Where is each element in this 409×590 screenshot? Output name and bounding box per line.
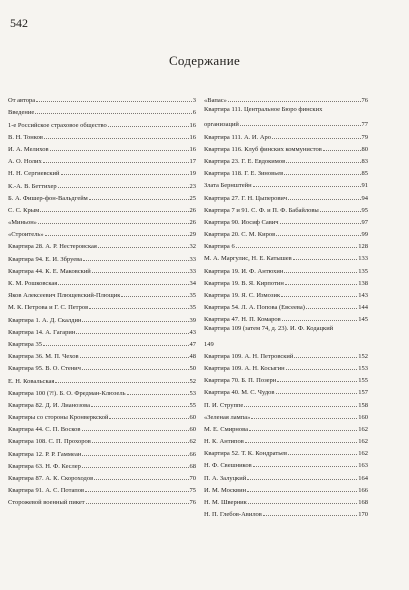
toc-entry-label: П. И. Струппе [204, 401, 244, 409]
toc-entry-label: М. Е. Смирнова [204, 425, 249, 433]
dot-leader [276, 392, 358, 394]
toc-entry[interactable] [8, 372, 196, 384]
toc-entry[interactable] [8, 214, 196, 226]
toc-entry-page: 168 [358, 499, 368, 506]
toc-entry-label: Квартира 19. И. Ф. Антюхин [204, 267, 284, 275]
toc-entry[interactable] [204, 250, 368, 262]
dot-leader [244, 405, 357, 407]
toc-entry-page: 75 [189, 487, 196, 495]
dot-leader [247, 490, 357, 492]
toc-entry-label: Квартира 82. Д. И. Лианозова [8, 401, 90, 409]
toc-entry-label: Квартира 90. Иосиф Савич [204, 218, 279, 226]
toc-entry-label: Введение [8, 109, 35, 117]
toc-entry[interactable] [204, 360, 368, 372]
page-title: Содержание [168, 53, 241, 68]
dot-leader [82, 429, 189, 431]
dot-leader [36, 100, 192, 102]
toc-entry[interactable] [204, 396, 368, 408]
dot-leader [286, 368, 358, 370]
dot-leader [98, 246, 189, 248]
toc-entry[interactable] [8, 92, 196, 104]
dot-leader [294, 356, 357, 358]
toc-entry[interactable] [204, 506, 368, 518]
dot-leader [61, 173, 189, 175]
toc-entry-label: Квартира 91. А. С. Потапов [8, 487, 85, 495]
toc-entry-label: 1-е Российское страховое общество [8, 121, 107, 129]
toc-entry[interactable] [8, 482, 196, 494]
toc-entry-page: 66 [189, 450, 196, 458]
dot-leader [253, 185, 361, 187]
toc-entry-label: Квартира 118. Г. Е. Зиновьев [204, 170, 284, 178]
toc-entry-page: 60 [189, 414, 196, 422]
dot-leader [247, 478, 357, 480]
toc-entry-page: 91 [361, 182, 368, 190]
toc-entry[interactable] [8, 458, 196, 470]
toc-entry-label: 149 [204, 340, 214, 348]
toc-entry-page: 53 [189, 389, 196, 397]
dot-leader [276, 234, 360, 236]
toc-entry[interactable] [204, 262, 368, 274]
toc-entry[interactable] [204, 238, 368, 250]
toc-entry-label: «Зеленая лампа» [204, 413, 251, 421]
toc-entry[interactable] [8, 165, 196, 177]
dot-leader [83, 259, 188, 261]
dot-leader [92, 271, 189, 273]
toc-entry-page: 138 [358, 279, 368, 287]
dot-leader [245, 441, 357, 443]
toc-entry-label: Квартира 44. С. П. Восков [8, 426, 81, 434]
toc-entry-page: 48 [189, 353, 196, 361]
toc-entry-label: Квартира 94. Е. И. Збруева [8, 255, 83, 263]
toc-entry-label: Квартира 1. А. Д. Скалдин [8, 316, 82, 324]
toc-entry[interactable] [204, 311, 368, 323]
toc-entry-label: От автора [8, 97, 36, 105]
toc-entry[interactable] [204, 433, 368, 445]
toc-entry-page: 16 [189, 121, 196, 129]
toc-entry[interactable] [204, 445, 368, 457]
toc-entry[interactable] [8, 445, 196, 457]
dot-leader [277, 380, 357, 382]
toc-entry[interactable] [8, 311, 196, 323]
toc-entry-label: И. М. Москвин [204, 486, 247, 494]
toc-entry-page: 19 [189, 170, 196, 178]
toc-entry-label: М. А. Маргулис, Н. Е. Катышев [204, 255, 292, 263]
toc-entry[interactable] [204, 141, 368, 153]
toc-entry[interactable] [8, 287, 196, 299]
toc-entry-label: «Миньон» [8, 219, 37, 227]
dot-leader [253, 465, 358, 467]
dot-leader [272, 137, 360, 139]
toc-entry[interactable] [204, 189, 368, 201]
toc-entry-label: Квартира 70. Б. П. Позерн [204, 377, 277, 385]
toc-entry-label: И. А. Мелихов [8, 145, 49, 153]
toc-entry-page: 26 [189, 206, 196, 214]
dot-leader [38, 222, 189, 224]
toc-entry-label: В. Н. Тонков [8, 133, 43, 141]
toc-entry-page: 35 [189, 304, 196, 312]
toc-entry-label: Квартира 109. А. Н. Косыгин [204, 364, 285, 372]
toc-entry[interactable] [8, 433, 196, 445]
toc-entry-page: 80 [361, 145, 368, 153]
toc-entry-label: Квартира 19. В. Я. Кирпотин [204, 279, 284, 287]
toc-entry[interactable] [8, 275, 196, 287]
dot-leader [82, 320, 188, 322]
dot-leader [285, 283, 357, 285]
toc-entry-label: Квартира 47. Н. П. Комаров [204, 316, 281, 324]
toc-entry[interactable] [8, 409, 196, 421]
toc-entry-label: Квартира 109. А. Н. Петровский [204, 352, 294, 360]
dot-leader [45, 234, 189, 236]
dot-leader [76, 332, 188, 334]
toc-entry[interactable] [8, 190, 196, 202]
toc-entry-label: Яков Алексеевич Плющевский-Плющик [8, 292, 121, 300]
dot-leader [288, 453, 357, 455]
dot-leader [89, 198, 189, 200]
toc-entry-page: 68 [189, 462, 196, 470]
toc-entry-page: 85 [361, 170, 368, 178]
toc-entry-label: Квартира 19. Я. С. Измозик [204, 292, 281, 299]
toc-entry[interactable] [8, 129, 196, 141]
toc-entry-page: 43 [189, 328, 196, 336]
toc-entry-label: Н. Ф. Свешников [204, 462, 252, 470]
dot-leader [44, 137, 189, 139]
toc-entry-page: 26 [189, 219, 196, 227]
toc-entry-label: Н. П. Глебов-Авилов [204, 511, 262, 519]
toc-entry-page: 95 [361, 206, 368, 214]
toc-entry-label: Квартира 44. К. Е. Маковский [8, 267, 91, 275]
toc-entry[interactable] [204, 104, 368, 128]
toc-entry-page: 79 [361, 133, 368, 141]
toc-entry-label: К.-А. В. Беттихер [8, 182, 57, 190]
toc-entry[interactable] [8, 238, 196, 250]
toc-entry[interactable] [204, 202, 368, 214]
toc-entry-page: 32 [189, 243, 196, 251]
dot-leader [249, 429, 357, 431]
toc-entry[interactable] [204, 165, 368, 177]
toc-entry[interactable] [8, 470, 196, 482]
toc-entry-page: 35 [189, 292, 196, 300]
dot-leader [121, 295, 188, 297]
dot-leader [284, 173, 360, 175]
dot-leader [282, 319, 358, 321]
toc-entry[interactable] [8, 116, 196, 128]
dot-leader [82, 454, 188, 456]
toc-entry-page: 164 [358, 474, 368, 482]
toc-entry[interactable] [204, 469, 368, 481]
dot-leader [108, 125, 189, 127]
toc-entry[interactable] [8, 385, 196, 397]
toc-entry-page: 16 [189, 133, 196, 141]
toc-entry[interactable] [204, 384, 368, 396]
toc-entry-label-first-line: Квартира 111. Центральное Бюро финских [204, 106, 323, 114]
toc-entry[interactable] [204, 348, 368, 360]
toc-entry[interactable] [8, 336, 196, 348]
toc-entry[interactable] [8, 177, 196, 189]
toc-entry-page: 128 [358, 243, 368, 251]
dot-leader [58, 283, 188, 285]
toc-entry-page: 76 [189, 499, 196, 507]
toc-entry-label: Квартира 27. Г. Н. Цыперович [204, 194, 288, 202]
toc-entry-page: 157 [358, 389, 368, 397]
toc-entry-page: 25 [189, 194, 196, 202]
toc-entry[interactable] [8, 263, 196, 275]
toc-entry-page: 3 [192, 97, 196, 105]
toc-entry[interactable] [8, 250, 196, 262]
toc-entry[interactable] [8, 202, 196, 214]
dot-leader [94, 478, 188, 480]
toc-entry[interactable] [204, 457, 368, 469]
toc-entry-label: М. К. Петрова и Г. С. Петров [8, 304, 89, 312]
toc-entry[interactable] [204, 275, 368, 287]
toc-entry-label: Квартира 23. Г. Е. Евдокимов [204, 157, 286, 165]
dot-leader [263, 514, 357, 516]
toc-entry-page: 33 [189, 267, 196, 275]
toc-entry-page: 17 [189, 158, 196, 166]
toc-entry[interactable] [204, 323, 368, 347]
toc-entry-label: Квартира 14. А. Гагарин [8, 328, 76, 336]
toc-entry-page: 158 [358, 401, 368, 409]
toc-entry-page: 47 [189, 340, 196, 348]
toc-entry[interactable] [8, 153, 196, 165]
toc-entry-label-first-line: Квартира 109 (затем 74, д. 23). И. Ф. Кодацкий [204, 325, 334, 333]
toc-entry-label: Н. К. Антипов [204, 438, 244, 446]
toc-entry-label: Квартира 63. Н. Ф. Кеслер [8, 462, 81, 470]
dot-leader [92, 441, 189, 443]
page-number: 542 [10, 16, 28, 30]
toc-entry[interactable] [8, 397, 196, 409]
toc-entry[interactable] [204, 226, 368, 238]
toc-entry-label: Квартира 108. С. П. Прохоров [8, 438, 91, 446]
dot-leader [40, 210, 188, 212]
toc-entry-page: 52 [189, 377, 196, 385]
toc-entry-page: 162 [358, 425, 368, 433]
dot-leader [86, 502, 189, 504]
toc-entry-page: 162 [358, 438, 368, 446]
dot-leader [43, 161, 189, 163]
toc-entry-page: 99 [361, 231, 368, 239]
toc-entry[interactable] [204, 214, 368, 226]
dot-leader [58, 186, 189, 188]
toc-entry[interactable] [8, 141, 196, 153]
dot-leader [82, 466, 189, 468]
dot-leader [91, 405, 189, 407]
toc-entry-label: Квартиры со стороны Кронверкской [8, 414, 109, 422]
toc-entry-page: 166 [358, 486, 368, 494]
toc-entry-label: Квартира 54. Л. А. Попова (Евсеева) [204, 304, 305, 312]
toc-entry[interactable] [204, 409, 368, 421]
toc-entry-label: Н. М. Шверник [204, 499, 247, 506]
toc-entry-page: 94 [361, 194, 368, 202]
toc-entry-page: 16 [189, 145, 196, 153]
toc-entry-label: С. С. Крым [8, 206, 40, 214]
dot-leader [35, 112, 192, 114]
dot-leader [43, 344, 189, 346]
toc-entry-label: Квартира 95. В. О. Стенич [8, 365, 81, 373]
dot-leader [80, 356, 189, 358]
toc-entry-label: Квартира 100 (?!). Б. О. Фредман-Клюзель [8, 389, 126, 397]
toc-entry[interactable] [204, 128, 368, 140]
toc-entry-page: 152 [358, 352, 368, 360]
toc-entry-page: 70 [189, 475, 196, 482]
toc-entry-page: 143 [358, 292, 368, 299]
toc-entry[interactable] [204, 299, 368, 311]
toc-entry-label: Квартира 40. М. С. Чудов [204, 389, 275, 397]
toc-entry[interactable] [204, 494, 368, 506]
toc-right-column [204, 92, 368, 518]
dot-leader [82, 368, 189, 370]
toc-entry[interactable] [8, 299, 196, 311]
toc-entry-page: 162 [358, 450, 368, 458]
toc-entry[interactable] [8, 104, 196, 116]
toc-entry-label: Квартира 52. Т. К. Кондратьев [204, 450, 288, 458]
toc-entry-page: 55 [189, 401, 196, 409]
dot-leader [306, 307, 357, 309]
toc-entry[interactable] [204, 372, 368, 384]
toc-entry-page: 60 [189, 426, 196, 434]
dot-leader [109, 417, 188, 419]
toc-entry-page: 77 [361, 121, 368, 129]
toc-entry-page: 144 [358, 304, 368, 312]
toc-entry[interactable] [204, 177, 368, 189]
toc-entry-page: 34 [189, 280, 196, 287]
dot-leader [281, 295, 357, 297]
toc-entry-label: А. О. Нолих [8, 158, 42, 166]
dot-leader [89, 307, 188, 309]
toc-left-column [8, 92, 196, 506]
toc-entry-label: Сторожевой военный пикет [8, 499, 85, 507]
toc-entry-label: Квартира 116. Клуб финских коммунистов [204, 145, 322, 153]
toc-entry-page: 145 [358, 316, 368, 324]
toc-entry-label: Квартира 20. С. М. Киров [204, 231, 276, 239]
toc-entry-label: Квартира 36. М. П. Чехов [8, 353, 79, 361]
toc-entry[interactable] [8, 348, 196, 360]
toc-entry-page: 50 [189, 365, 196, 373]
dot-leader [293, 258, 358, 260]
toc-entry-label: К. М. Рошковская [8, 280, 58, 287]
toc-entry-label: Квартира 35 [8, 340, 42, 348]
toc-entry-page: 133 [358, 255, 368, 263]
toc-entry-page: 135 [358, 267, 368, 275]
toc-entry-label: Квартира 87. А. К. Скороходов [8, 475, 94, 482]
dot-leader [284, 271, 357, 273]
toc-entry-label: Квартира 12. Р. Р. Гаммеан [8, 450, 82, 458]
toc-entry-page: 160 [358, 413, 368, 421]
toc-entry-label: «Вапас» [204, 97, 227, 105]
toc-entry-label: Б. А. Фишер-фон-Вальдгейм [8, 194, 88, 202]
dot-leader [251, 417, 357, 419]
toc-entry-page: 170 [358, 511, 368, 519]
toc-entry-page: 29 [189, 231, 196, 239]
toc-entry-label: Квартира 28. А. Р. Нестеровская [8, 243, 97, 251]
toc-entry[interactable] [204, 92, 368, 104]
toc-entry-page: 153 [358, 364, 368, 372]
toc-entry-label: «Строитель» [8, 231, 44, 239]
toc-entry[interactable] [8, 226, 196, 238]
toc-entry[interactable] [8, 421, 196, 433]
toc-entry-page: 6 [192, 109, 196, 117]
dot-leader [85, 490, 188, 492]
toc-entry-label: Е. Н. Ковальская [8, 377, 55, 385]
toc-entry-page: 155 [358, 377, 368, 385]
toc-entry-page: 97 [361, 218, 368, 226]
dot-leader [323, 149, 361, 151]
toc-entry-page: 163 [358, 462, 368, 470]
toc-entry-page: 33 [189, 255, 196, 263]
dot-leader [50, 149, 189, 151]
toc-entry-page: 39 [189, 316, 196, 324]
dot-leader [280, 222, 361, 224]
toc-entry-label: Квартира 111. А. И. Аро [204, 133, 272, 141]
dot-leader [236, 246, 358, 248]
toc-entry-label: Квартира 7 и 91. С. Ф. и П. Ф. Бабайловы [204, 206, 319, 214]
toc-entry-page: 23 [189, 182, 196, 190]
toc-entry-page: 62 [189, 438, 196, 446]
dot-leader [55, 381, 188, 383]
dot-leader [288, 198, 360, 200]
dot-leader [127, 393, 189, 395]
dot-leader [228, 100, 361, 102]
toc-entry-label: организаций [204, 121, 239, 129]
toc-entry[interactable] [8, 324, 196, 336]
toc-entry[interactable] [204, 153, 368, 165]
dot-leader [240, 124, 361, 126]
dot-leader [248, 502, 357, 504]
toc-entry[interactable] [204, 482, 368, 494]
dot-leader [320, 210, 361, 212]
dot-leader [286, 161, 360, 163]
toc-entry-page: 76 [361, 97, 368, 105]
toc-entry-label: П. А. Залуцкий [204, 474, 247, 482]
toc-entry-label: Злата Бернштейн [204, 182, 252, 190]
toc-entry-page: 83 [361, 157, 368, 165]
toc-entry[interactable] [204, 421, 368, 433]
toc-entry-label: Н. Н. Сергиевский [8, 170, 60, 178]
toc-entry-label: Квартира 6 [204, 243, 235, 251]
toc-entry[interactable] [8, 494, 196, 506]
toc-entry[interactable] [204, 287, 368, 299]
toc-entry[interactable] [8, 360, 196, 372]
